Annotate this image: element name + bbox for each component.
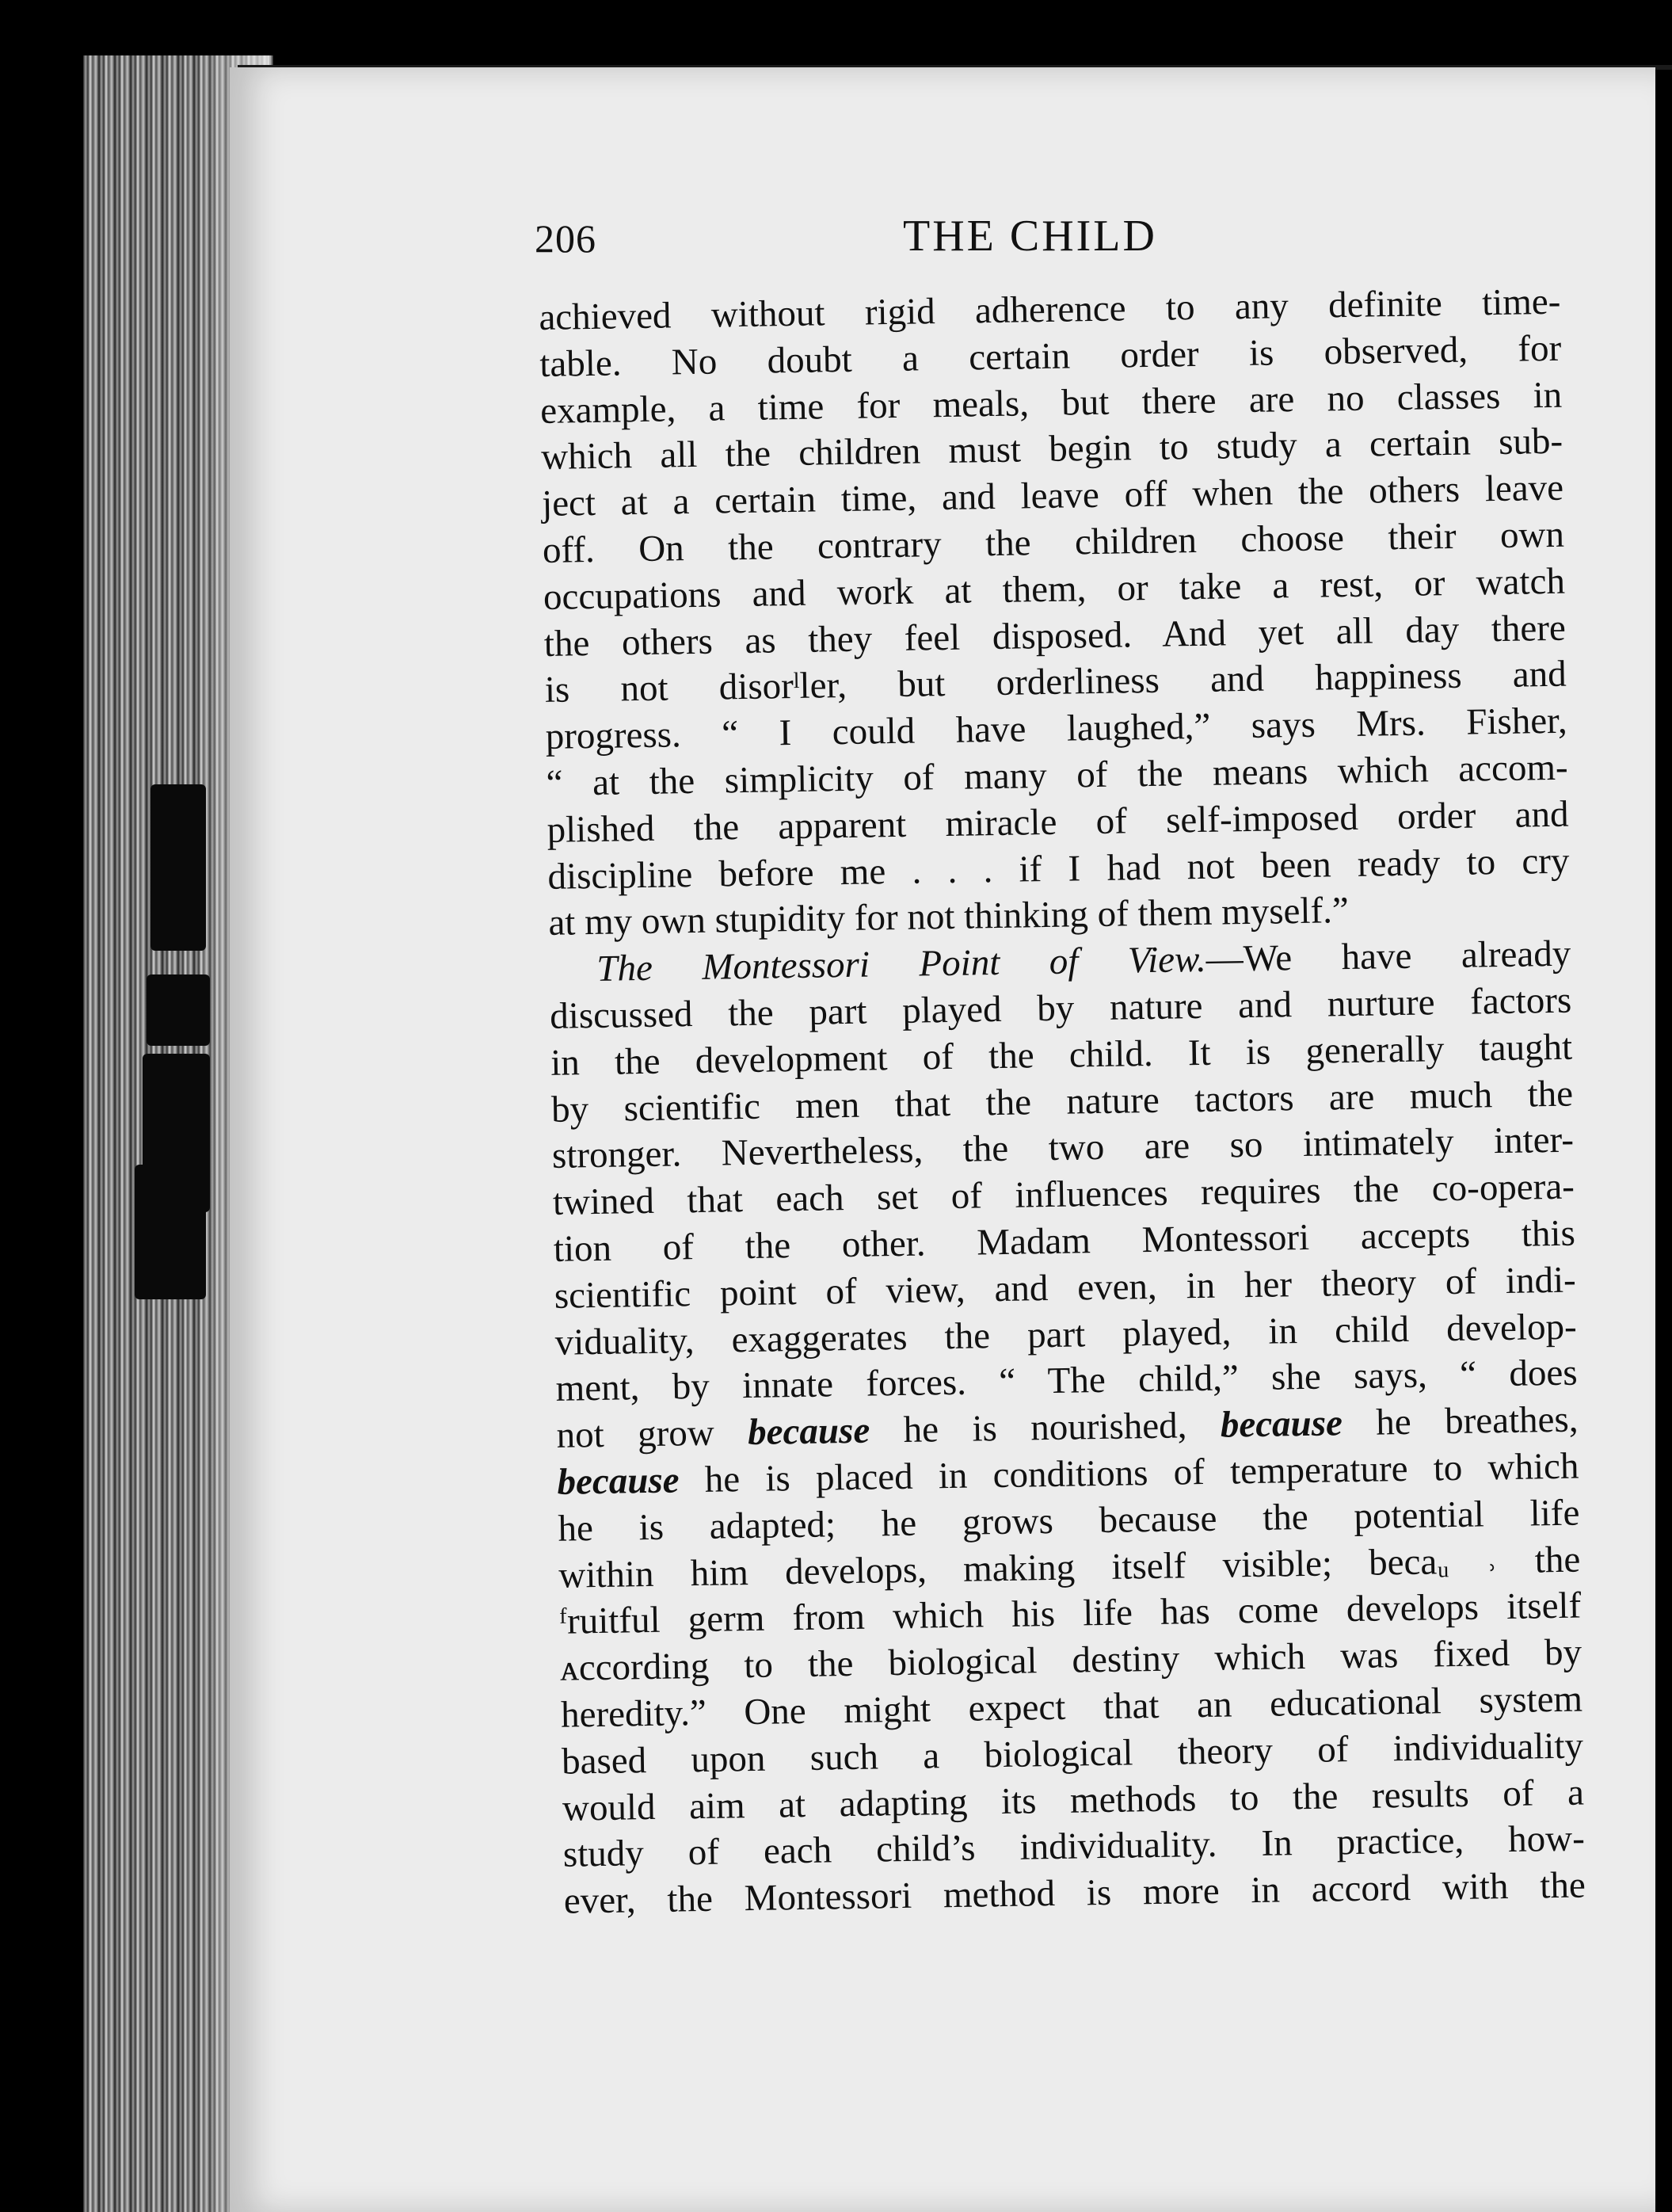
emphasis-because: because <box>557 1459 680 1503</box>
text-line: tion of the other. Madam Montessori accepts this <box>553 1212 1576 1270</box>
text-line: viduality, exaggerates the part played, in child develop- <box>554 1306 1578 1363</box>
text-line: within him develops, making itself visible; becaᵤ ˒ the <box>558 1539 1581 1596</box>
text-line: table. No doubt a certain order is observed, for <box>539 327 1562 385</box>
text-line: ᶠruitful germ from which his life has come develops itself <box>558 1585 1582 1643</box>
text-line: would aim at adapting its methods to the results of a <box>562 1772 1585 1829</box>
text-line: discipline before me . . . if I had not been ready to cry <box>547 840 1570 898</box>
text-line: achieved without rigid adherence to any definite time- <box>539 280 1561 338</box>
text-line: example, a time for meals, but there are no classes in <box>539 374 1563 432</box>
text-line: occupations and work at them, or take a rest, or watch <box>543 560 1566 618</box>
text-line: “ at the simplicity of many of the means which accom- <box>546 746 1568 804</box>
text-line: off. On the contrary the children choose their own <box>542 513 1565 571</box>
text-line: is not disorˡler, but orderliness and happiness and <box>544 654 1567 711</box>
text-run: he is nourished, <box>869 1404 1221 1451</box>
text-line: ment, by innate forces. “ The child,” she says, “ does <box>555 1352 1578 1410</box>
body-text <box>539 279 1586 1925</box>
text-line: by scientific men that the nature tactors are much the <box>550 1073 1574 1131</box>
text-run: he breathes, <box>1342 1398 1579 1444</box>
emphasis-because: because <box>747 1409 870 1454</box>
text-line: at my own stupidity for not thinking of them myself.” <box>548 890 1350 944</box>
text-line: ever, the Montessori method is more in accord with the <box>563 1864 1586 1922</box>
text-line: plished the apparent miracle of self-imposed order and <box>547 793 1569 851</box>
section-first-line-rest: —We have already <box>1205 932 1571 981</box>
running-head: THE CHILD <box>903 212 1157 261</box>
text-run: not grow <box>556 1412 748 1456</box>
text-line: ᴀccording to the biological destiny which was fixed by <box>559 1631 1582 1689</box>
text-line: discussed the part played by nature and nurture factors <box>549 979 1572 1037</box>
text-line: in the development of the child. It is generally taught <box>550 1026 1573 1084</box>
page-number: 206 <box>535 216 596 261</box>
text-line: study of each child’s individuality. In practice, how- <box>562 1817 1586 1876</box>
text-line: twined that each set of influences requires the co-opera- <box>552 1165 1575 1223</box>
text-line: he is adapted; he grows because the potential life <box>558 1492 1580 1550</box>
text-line: based upon such a biological theory of individuality <box>561 1725 1584 1783</box>
text-line: scientific point of view, and even, in her theory of indi- <box>554 1259 1577 1317</box>
text-line: ject at a certain time, and leave off when the others leave <box>541 467 1564 525</box>
text-line: which all the children must begin to study a certain sub- <box>540 421 1563 479</box>
section-heading: The Montessori Point of View. <box>596 939 1207 990</box>
page-header <box>535 212 1548 271</box>
text-line: stronger. Nevertheless, the two are so intimately inter- <box>551 1119 1575 1177</box>
text-line: heredity.” One might expect that an educational system <box>560 1678 1583 1736</box>
text-line: progress. “ I could have laughed,” says Mrs. Fisher, <box>545 700 1568 758</box>
emphasis-because: because <box>1220 1402 1343 1446</box>
bleed-through-mark <box>147 974 210 1046</box>
text-line: the others as they feel disposed. And yet all day there <box>543 607 1567 665</box>
bleed-through-mark <box>150 784 206 951</box>
bleed-through-mark <box>135 1165 206 1299</box>
text-run: he is placed in conditions of temperature to which <box>679 1445 1579 1501</box>
